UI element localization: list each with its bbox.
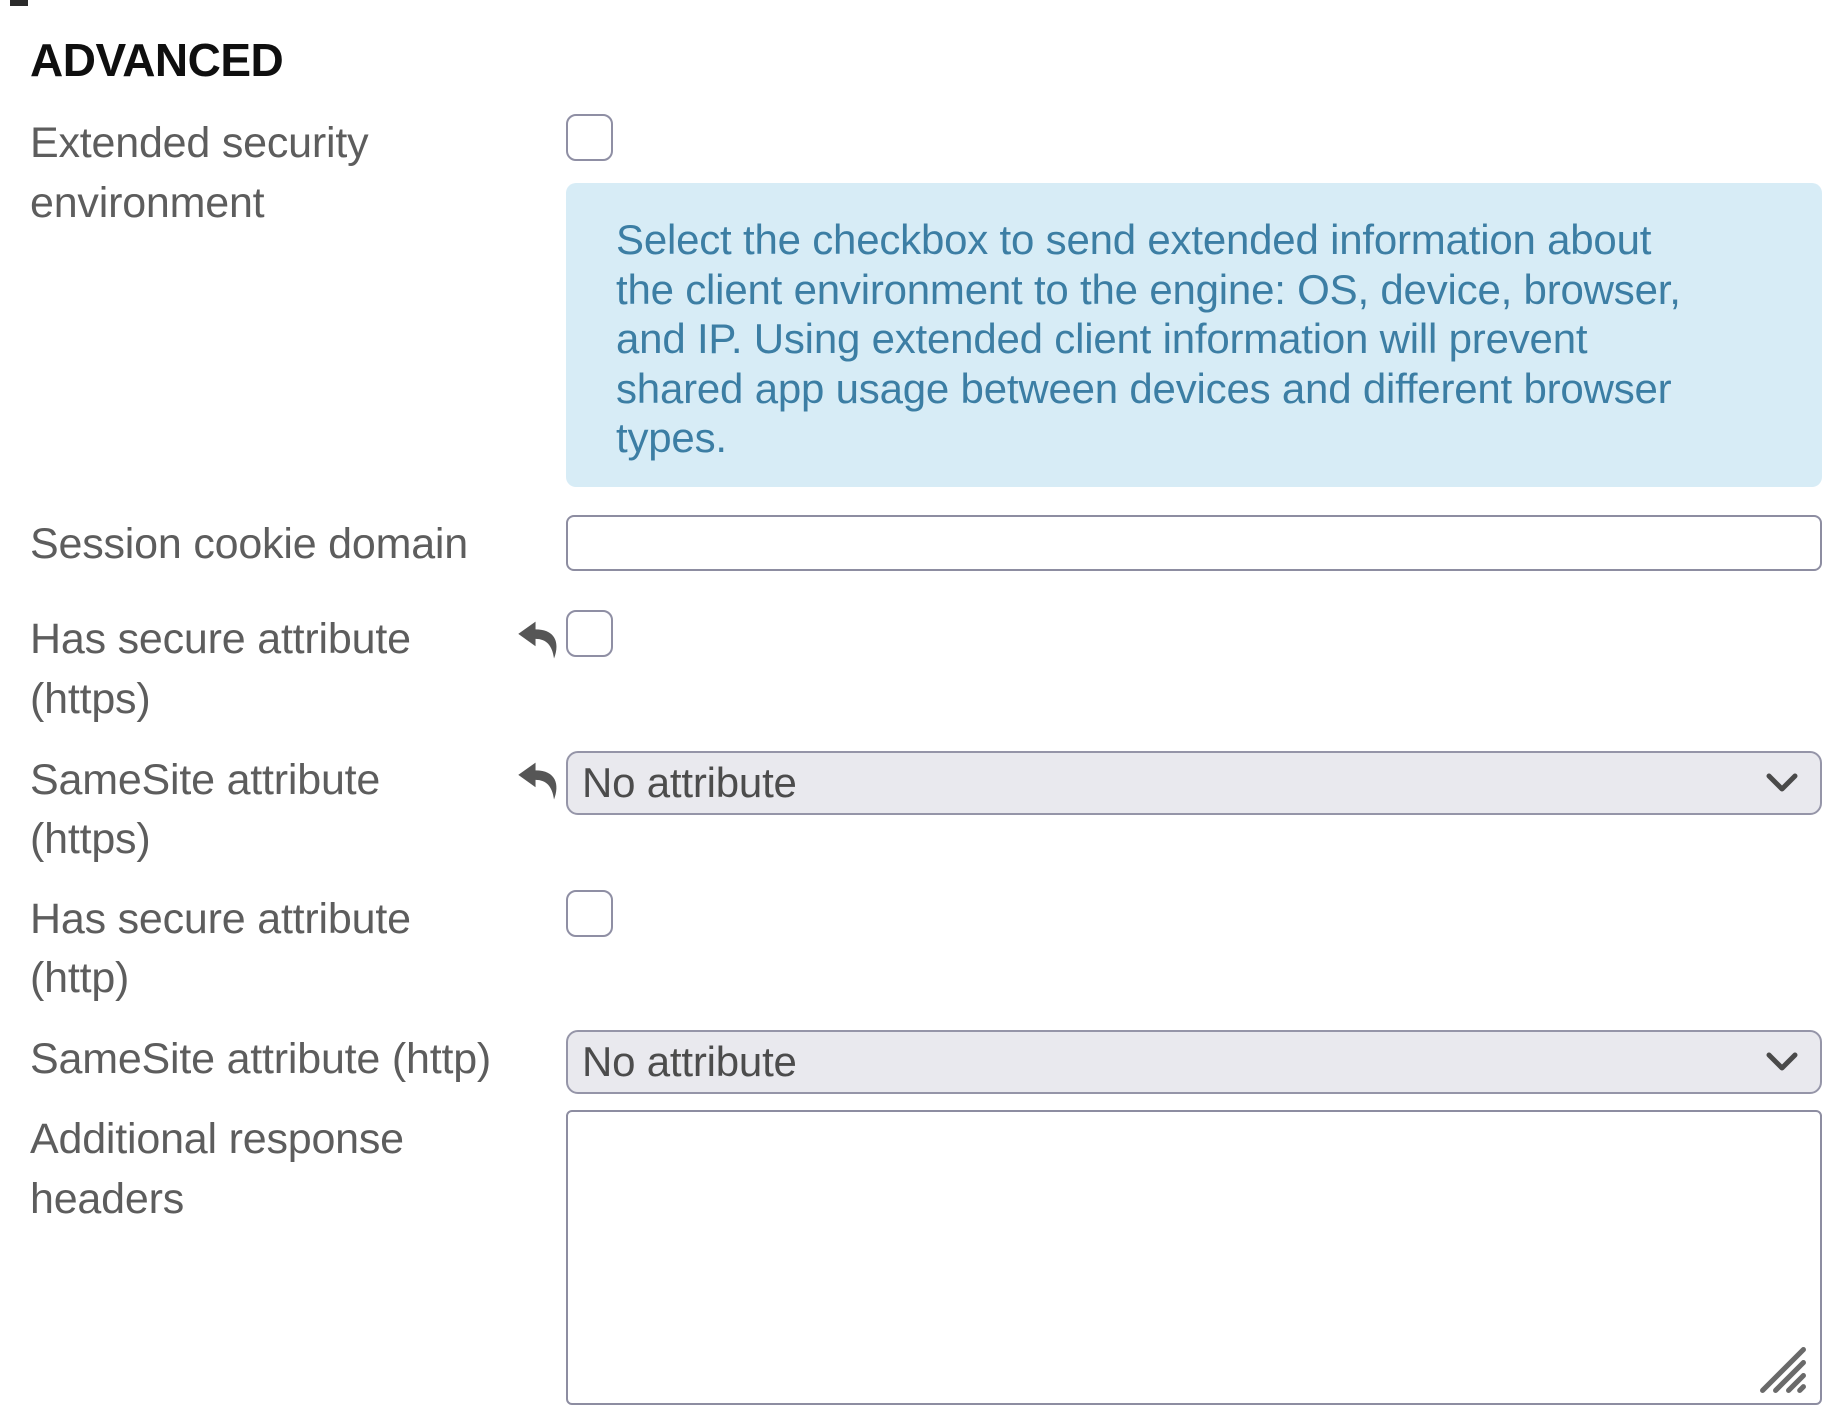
chevron-down-icon: [1766, 1052, 1798, 1072]
undo-icon: [515, 614, 561, 662]
has-secure-attribute-http-label: Has secure attribute (http): [30, 894, 411, 1002]
samesite-attribute-https-label: SameSite attribute (https): [30, 756, 381, 864]
clipped-edge-artifact: [10, 0, 28, 6]
field-row-additional-response-headers: [30, 1110, 1822, 1405]
resize-grip-icon[interactable]: [1754, 1344, 1812, 1396]
chevron-down-icon: [1766, 773, 1798, 793]
selected-option-label: No attribute: [582, 1038, 797, 1086]
field-row-samesite-attribute-http: [30, 1030, 1822, 1094]
extended-security-environment-label: Extended security environment: [30, 119, 369, 227]
field-row-session-cookie-domain: [30, 515, 1822, 574]
undo-icon: [515, 755, 561, 803]
extended-security-environment-checkbox[interactable]: [566, 114, 613, 161]
field-row-extended-security-environment: [30, 114, 1822, 487]
field-row-has-secure-attribute-http: [30, 890, 1822, 1009]
section-heading: ADVANCED: [30, 34, 284, 86]
has-secure-attribute-https-label: Has secure attribute (https): [30, 615, 411, 723]
help-text-line: and IP. Using extended client information will prevent: [616, 315, 1588, 363]
help-text-line: the client environment to the engine: OS, device, browser,: [616, 265, 1681, 313]
additional-response-headers-textarea[interactable]: [566, 1110, 1822, 1405]
help-text-line: types.: [616, 414, 727, 462]
samesite-attribute-https-select[interactable]: [566, 751, 1822, 815]
samesite-attribute-http-label: SameSite attribute (http): [30, 1035, 492, 1084]
extended-security-help-box: [566, 183, 1822, 487]
has-secure-attribute-https-checkbox[interactable]: [566, 610, 613, 657]
has-secure-attribute-https-undo-button[interactable]: [515, 614, 561, 662]
samesite-attribute-http-select[interactable]: [566, 1030, 1822, 1094]
field-row-has-secure-attribute-https: [30, 610, 1822, 729]
has-secure-attribute-http-checkbox[interactable]: [566, 890, 613, 937]
samesite-attribute-https-undo-button[interactable]: [515, 755, 561, 803]
help-text-line: Select the checkbox to send extended information about: [616, 216, 1652, 264]
session-cookie-domain-label: Session cookie domain: [30, 520, 468, 569]
session-cookie-domain-input[interactable]: [566, 515, 1822, 571]
additional-response-headers-label: Additional response headers: [30, 1115, 404, 1223]
field-row-samesite-attribute-https: [30, 751, 1822, 870]
selected-option-label: No attribute: [582, 759, 797, 807]
help-text-line: shared app usage between devices and different browser: [616, 364, 1672, 412]
